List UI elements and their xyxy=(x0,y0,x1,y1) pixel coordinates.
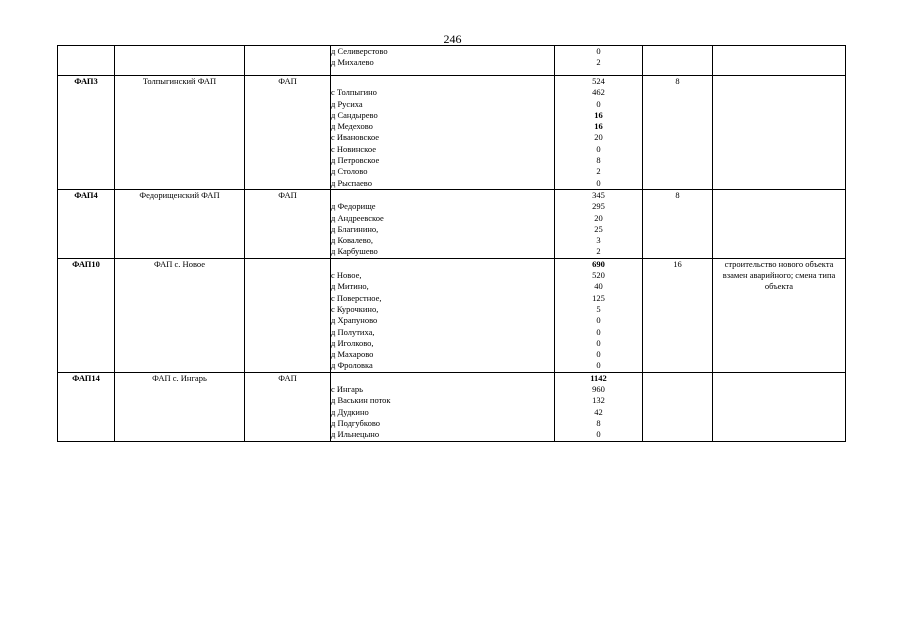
note-text xyxy=(713,372,846,441)
facility-code: ФАП4 xyxy=(58,189,115,258)
population-value: 8 xyxy=(596,155,601,166)
settlement-name: д Федорище xyxy=(331,201,376,212)
settlement-name: д Ильнецыно xyxy=(331,429,380,440)
population-value: 2 xyxy=(596,166,601,177)
population-value: 2 xyxy=(596,57,601,68)
facility-name: Федорищенский ФАП xyxy=(115,189,245,258)
settlement-name: д Русиха xyxy=(331,98,363,109)
facility-name: ФАП с. Новое xyxy=(115,258,245,372)
settlement-name: д Благинино, xyxy=(331,223,379,234)
population-value: 0 xyxy=(596,326,601,337)
settlements-cell xyxy=(331,46,555,76)
settlement-name: с Новое, xyxy=(331,270,362,281)
settlement-name: с Поверстное, xyxy=(331,292,382,303)
facility-code: ФАП14 xyxy=(58,372,115,441)
population-value: 0 xyxy=(596,429,601,440)
blank-line xyxy=(331,76,554,87)
population-value: 0 xyxy=(596,349,601,360)
population-value: 132 xyxy=(592,395,605,406)
settlements-cell xyxy=(331,76,555,190)
note-text xyxy=(713,189,846,258)
code-cell xyxy=(58,46,115,76)
settlements-cell xyxy=(331,372,555,441)
facility-type xyxy=(245,258,331,372)
blank-line xyxy=(331,373,554,384)
staff-count: 8 xyxy=(643,76,713,190)
population-value: 20 xyxy=(594,212,603,223)
settlement-name: д Фроловка xyxy=(331,360,373,371)
population-total: 345 xyxy=(592,189,605,200)
type-cell xyxy=(245,46,331,76)
population-cell xyxy=(555,258,643,372)
population-value: 40 xyxy=(594,281,603,292)
name-cell xyxy=(115,46,245,76)
settlement-name: д Сандырево xyxy=(331,109,378,120)
population-value: 16 xyxy=(594,109,603,120)
table-row xyxy=(58,189,846,258)
blank-line xyxy=(331,259,554,270)
population-total: 1142 xyxy=(590,372,607,383)
settlement-name: д Полутиха, xyxy=(331,326,375,337)
population-cell xyxy=(555,76,643,190)
note-text xyxy=(713,76,846,190)
population-value: 20 xyxy=(594,132,603,143)
table-row xyxy=(58,372,846,441)
population-total: 524 xyxy=(592,76,605,86)
blank-line xyxy=(331,190,554,201)
facility-name: ФАП с. Ингарь xyxy=(115,372,245,441)
facility-code: ФАП10 xyxy=(58,258,115,372)
settlement-name: д Андреевское xyxy=(331,212,384,223)
settlement-name: д Ковалево, xyxy=(331,235,374,246)
table-row xyxy=(58,76,846,190)
population-value: 520 xyxy=(592,270,605,281)
settlements-cell xyxy=(331,258,555,372)
population-cell xyxy=(555,46,643,76)
facility-name: Толпыгинский ФАП xyxy=(115,76,245,190)
settlement-name: д Митино, xyxy=(331,281,369,292)
facility-type: ФАП xyxy=(245,76,331,190)
population-cell xyxy=(555,189,643,258)
population-value: 0 xyxy=(596,177,601,188)
note-cell xyxy=(713,46,846,76)
staff-cell xyxy=(643,46,713,76)
population-value: 0 xyxy=(596,337,601,348)
population-value: 295 xyxy=(592,201,605,212)
settlement-name: с Ивановское xyxy=(331,132,380,143)
settlement-name: д Петровское xyxy=(331,155,380,166)
note-text: строительство нового объекта взамен аварийного; смена типа объекта xyxy=(713,258,846,372)
table-row-continuation xyxy=(58,46,846,76)
population-value: 3 xyxy=(596,235,601,246)
settlement-name: д Дудкино xyxy=(331,406,369,417)
page-number: 246 xyxy=(443,32,462,46)
facility-code: ФАП3 xyxy=(58,76,115,190)
settlement-name: д Карбушево xyxy=(331,246,378,257)
population-total: 690 xyxy=(592,258,605,269)
population-value: 25 xyxy=(594,223,603,234)
facility-table xyxy=(57,45,846,442)
settlement-name: д Медехово xyxy=(331,121,373,132)
population-value: 0 xyxy=(596,98,601,109)
settlement-name: д Иголково, xyxy=(331,337,374,348)
population-value: 42 xyxy=(594,406,603,417)
settlement-name: д Рыспаево xyxy=(331,177,372,188)
facility-type: ФАП xyxy=(245,372,331,441)
population-value: 16 xyxy=(594,121,603,132)
population-value: 960 xyxy=(592,384,605,395)
settlement-name: д Васькин поток xyxy=(331,395,391,406)
settlement-name: с Толпыгино xyxy=(331,87,377,98)
settlement-name: д Михалево xyxy=(331,57,374,68)
population-cell xyxy=(555,372,643,441)
table-body xyxy=(58,46,846,442)
settlement-name: д Храпуново xyxy=(331,315,378,326)
table-row xyxy=(58,258,846,372)
settlement-name: д Подгубково xyxy=(331,417,381,428)
facility-type: ФАП xyxy=(245,189,331,258)
population-value: 0 xyxy=(596,143,601,154)
settlement-name: с Новинское xyxy=(331,143,376,154)
population-value: 0 xyxy=(596,315,601,326)
settlement-name: д Селиверстово xyxy=(331,46,388,56)
settlement-name: д Махарово xyxy=(331,349,374,360)
population-value: 2 xyxy=(596,246,601,257)
population-value: 8 xyxy=(596,417,601,428)
settlement-name: с Курочкино, xyxy=(331,303,379,314)
staff-count: 8 xyxy=(643,189,713,258)
population-value: 0 xyxy=(596,360,601,371)
population-value: 462 xyxy=(592,87,605,98)
population-value: 0 xyxy=(596,46,601,56)
settlements-cell xyxy=(331,189,555,258)
population-value: 5 xyxy=(596,303,601,314)
settlement-name: с Ингарь xyxy=(331,384,363,395)
staff-count xyxy=(643,372,713,441)
population-value: 125 xyxy=(592,292,605,303)
settlement-name: д Столово xyxy=(331,166,368,177)
staff-count: 16 xyxy=(643,258,713,372)
